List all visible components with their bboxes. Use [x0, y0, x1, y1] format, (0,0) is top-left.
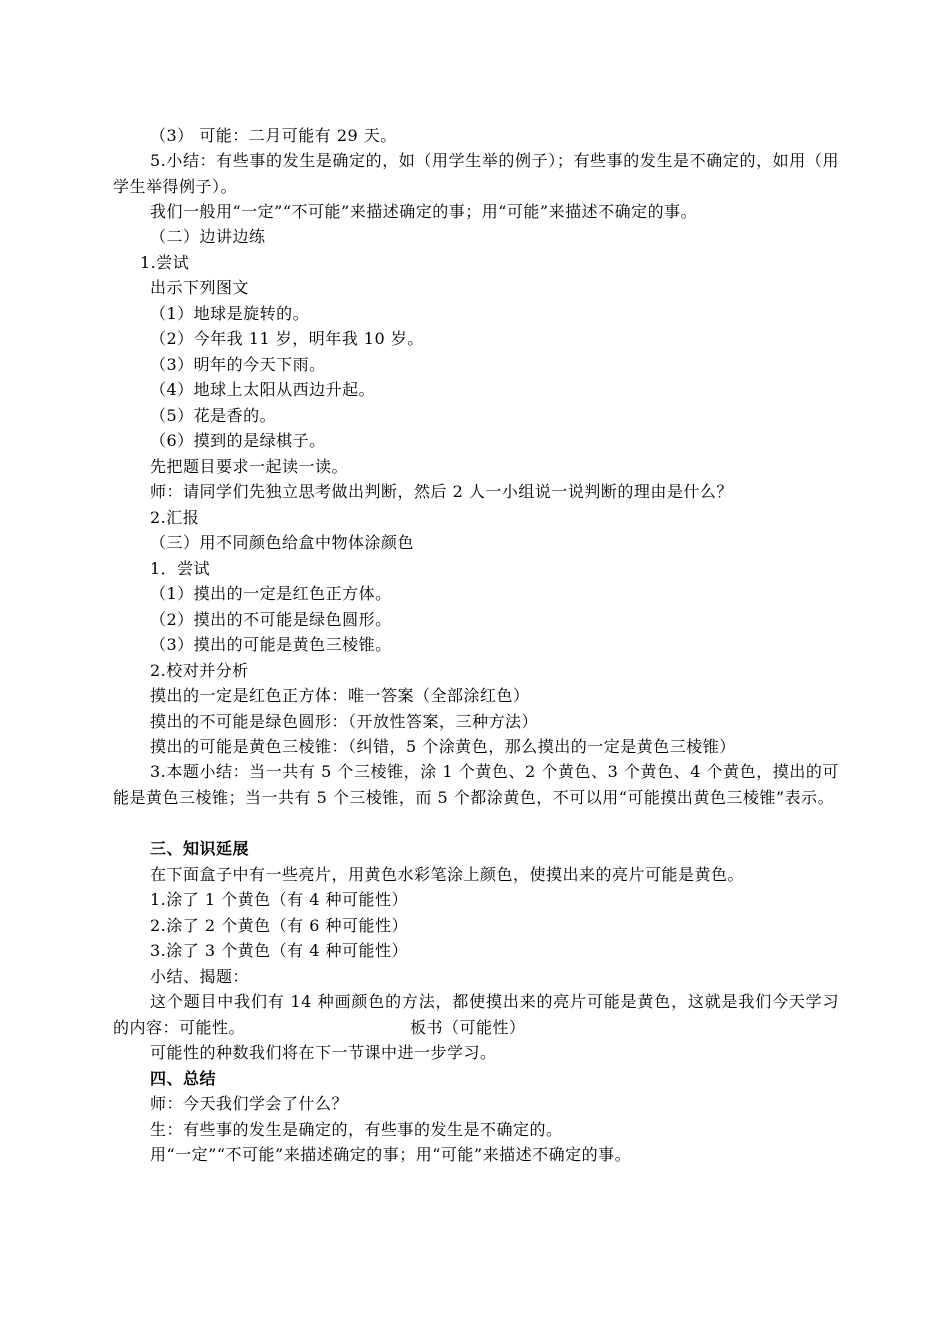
text-line: 1.尝试	[140, 253, 190, 272]
text-line: 小结、揭题：	[150, 967, 250, 986]
section-heading: 三、知识延展	[150, 839, 250, 858]
text-line: 师：今天我们学会了什么？	[150, 1094, 349, 1113]
section-heading: （三）用不同颜色给盒中物体涂颜色	[150, 533, 415, 552]
text-line: 生：有些事的发生是确定的，有些事的发生是不确定的。	[150, 1120, 563, 1139]
section-heading: （二）边讲边练	[150, 227, 266, 246]
text-line: 摸出的可能是黄色三棱锥：（纠错，5 个涂黄色，那么摸出的一定是黄色三棱锥）	[150, 737, 736, 756]
reveal-topic-paragraph	[113, 989, 839, 1040]
blackboard-note: 板书（可能性）	[410, 1017, 526, 1037]
list-item: 2.涂了 2 个黄色（有 6 种可能性）	[150, 916, 408, 935]
list-item: 1.涂了 1 个黄色（有 4 种可能性）	[150, 890, 408, 909]
text-line: 在下面盒子中有一些亮片，用黄色水彩笔涂上颜色，使摸出来的亮片可能是黄色。	[150, 865, 745, 884]
subsection-summary-paragraph: 3.本题小结：当一共有 5 个三棱锥，涂 1 个黄色、2 个黄色、3 个黄色、4 个黄色，摸出的可能是黄色三棱锥；当一共有 5 个三棱锥，而 5 个都涂黄色，不可以用“可能摸出黄色三棱锥”表示。	[113, 762, 839, 807]
list-item: （1）地球是旋转的。	[150, 304, 310, 323]
summary-paragraph: 5.小结：有些事的发生是确定的，如（用学生举的例子）；有些事的发生是不确定的，如用（用学生举得例子）。	[113, 151, 839, 196]
text-line: 先把题目要求一起读一读。	[150, 457, 349, 476]
text-line: （3） 可能：二月可能有 29 天。	[150, 126, 397, 145]
section-heading: 四、总结	[150, 1069, 217, 1088]
list-item: （2）摸出的不可能是绿色圆形。	[150, 610, 392, 629]
list-item: （6）摸到的是绿棋子。	[150, 431, 326, 450]
text-line: 2.校对并分析	[150, 661, 249, 680]
list-item: （3）明年的今天下雨。	[150, 355, 326, 374]
list-item: 3.涂了 3 个黄色（有 4 种可能性）	[150, 941, 408, 960]
list-item: （5）花是香的。	[150, 406, 277, 425]
text-line: 摸出的不可能是绿色圆形：（开放性答案，三种方法）	[150, 712, 539, 731]
list-item: （3）摸出的可能是黄色三棱锥。	[150, 635, 392, 654]
text-line: 摸出的一定是红色正方体：唯一答案（全部涂红色）	[150, 686, 530, 705]
text-line: 用“一定”“不可能”来描述确定的事；用“可能”来描述不确定的事。	[150, 1145, 632, 1164]
text-line: 可能性的种数我们将在下一节课中进一步学习。	[150, 1043, 497, 1062]
paragraph-text: 这个题目中我们有 14 种画颜色的方法，都使摸出来的亮片可能是黄色，这就是我们今天学习的内容：可能性。	[113, 992, 839, 1037]
text-line: 出示下列图文	[150, 278, 250, 297]
text-line: 1．尝试	[150, 559, 211, 578]
list-item: （1）摸出的一定是红色正方体。	[150, 584, 392, 603]
list-item: （4）地球上太阳从西边升起。	[150, 380, 376, 399]
text-line: 我们一般用“一定”“不可能”来描述确定的事；用“可能”来描述不确定的事。	[150, 202, 698, 221]
text-line: 师：请同学们先独立思考做出判断，然后 2 人一小组说一说判断的理由是什么？	[150, 482, 733, 501]
list-item: （2）今年我 11 岁，明年我 10 岁。	[150, 329, 424, 348]
text-line: 2.汇报	[150, 508, 200, 527]
